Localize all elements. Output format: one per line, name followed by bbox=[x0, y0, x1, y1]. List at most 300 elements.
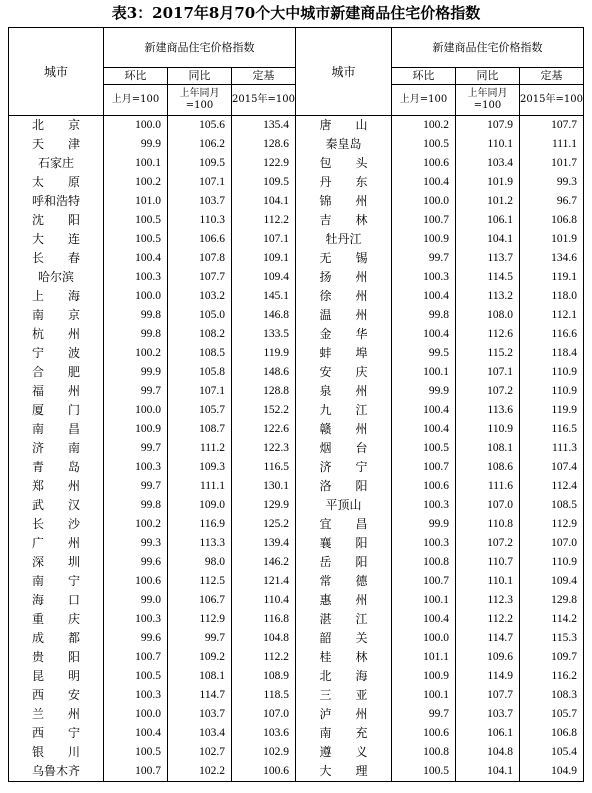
table-row bbox=[9, 610, 584, 629]
left-mom-cell: 100.0 bbox=[104, 705, 168, 724]
right-fixed-cell: 111.1 bbox=[520, 135, 584, 154]
right-mom-cell: 99.7 bbox=[392, 705, 456, 724]
right-fixed-cell: 104.9 bbox=[520, 762, 584, 782]
left-city-cell: 南 昌 bbox=[9, 420, 104, 439]
right-city-cell: 丹 东 bbox=[296, 173, 392, 192]
table-row bbox=[9, 705, 584, 724]
left-city-cell: 大 连 bbox=[9, 230, 104, 249]
left-city-cell: 沈 阳 bbox=[9, 211, 104, 230]
right-fixed-cell: 119.1 bbox=[520, 268, 584, 287]
table-row bbox=[9, 268, 584, 287]
table-row bbox=[9, 325, 584, 344]
group-header-right: 新建商品住宅价格指数 bbox=[392, 28, 584, 68]
left-city-cell: 石家庄 bbox=[9, 154, 104, 173]
right-mom-cell: 99.7 bbox=[392, 249, 456, 268]
left-fixed-cell: 122.6 bbox=[232, 420, 296, 439]
left-fixed-cell: 128.8 bbox=[232, 382, 296, 401]
table-row bbox=[9, 230, 584, 249]
left-yoy-cell: 111.2 bbox=[168, 439, 232, 458]
left-yoy-cell: 112.5 bbox=[168, 572, 232, 591]
right-fixed-cell: 108.3 bbox=[520, 686, 584, 705]
right-fixed-cell: 116.2 bbox=[520, 667, 584, 686]
right-city-cell: 牡丹江 bbox=[296, 230, 392, 249]
right-city-cell: 桂 林 bbox=[296, 648, 392, 667]
left-city-cell: 西 宁 bbox=[9, 724, 104, 743]
right-yoy-cell: 104.8 bbox=[456, 743, 520, 762]
left-yoy-cell: 103.7 bbox=[168, 705, 232, 724]
right-yoy-cell: 106.1 bbox=[456, 211, 520, 230]
left-fixed-cell: 119.9 bbox=[232, 344, 296, 363]
left-mom-cell: 99.9 bbox=[104, 135, 168, 154]
right-mom-cell: 100.1 bbox=[392, 686, 456, 705]
left-yoy-cell: 108.2 bbox=[168, 325, 232, 344]
left-fixed-cell: 109.4 bbox=[232, 268, 296, 287]
right-yoy-cell: 114.9 bbox=[456, 667, 520, 686]
right-fixed-cell: 116.6 bbox=[520, 325, 584, 344]
table-row bbox=[9, 306, 584, 325]
price-index-table-wrapper bbox=[8, 27, 583, 782]
left-yoy-cell: 103.2 bbox=[168, 287, 232, 306]
left-fixed-cell: 128.6 bbox=[232, 135, 296, 154]
right-city-cell: 常 德 bbox=[296, 572, 392, 591]
table-row bbox=[9, 477, 584, 496]
right-fixed-cell: 101.9 bbox=[520, 230, 584, 249]
left-mom-cell: 99.6 bbox=[104, 553, 168, 572]
right-fixed-cell: 101.7 bbox=[520, 154, 584, 173]
table-row bbox=[9, 401, 584, 420]
left-yoy-cell: 108.5 bbox=[168, 344, 232, 363]
right-city-cell: 泉 州 bbox=[296, 382, 392, 401]
right-city-cell: 蚌 埠 bbox=[296, 344, 392, 363]
left-yoy-cell: 99.7 bbox=[168, 629, 232, 648]
table-row bbox=[9, 420, 584, 439]
left-mom-cell: 100.7 bbox=[104, 648, 168, 667]
right-yoy-cell: 113.7 bbox=[456, 249, 520, 268]
right-city-cell: 包 头 bbox=[296, 154, 392, 173]
right-city-cell: 无 锡 bbox=[296, 249, 392, 268]
right-mom-cell: 100.4 bbox=[392, 325, 456, 344]
right-fixed-cell: 110.9 bbox=[520, 553, 584, 572]
left-mom-cell: 99.0 bbox=[104, 591, 168, 610]
left-fixed-cell: 129.9 bbox=[232, 496, 296, 515]
price-index-table bbox=[8, 27, 584, 782]
left-mom-cell: 100.3 bbox=[104, 268, 168, 287]
right-fixed-cell: 114.2 bbox=[520, 610, 584, 629]
right-fixed-cell: 116.5 bbox=[520, 420, 584, 439]
right-city-cell: 平顶山 bbox=[296, 496, 392, 515]
right-mom-cell: 100.1 bbox=[392, 591, 456, 610]
left-mom-cell: 99.8 bbox=[104, 306, 168, 325]
right-city-cell: 南 充 bbox=[296, 724, 392, 743]
left-mom-cell: 100.0 bbox=[104, 116, 168, 136]
right-mom-cell: 100.2 bbox=[392, 116, 456, 136]
right-fixed-cell: 111.3 bbox=[520, 439, 584, 458]
mom-base-left: 上月=100 bbox=[104, 85, 168, 116]
right-mom-cell: 100.4 bbox=[392, 420, 456, 439]
right-city-cell: 九 江 bbox=[296, 401, 392, 420]
right-mom-cell: 100.0 bbox=[392, 192, 456, 211]
right-fixed-cell: 107.4 bbox=[520, 458, 584, 477]
right-yoy-cell: 114.5 bbox=[456, 268, 520, 287]
right-fixed-cell: 105.7 bbox=[520, 705, 584, 724]
right-mom-cell: 100.6 bbox=[392, 477, 456, 496]
left-fixed-cell: 104.1 bbox=[232, 192, 296, 211]
right-yoy-cell: 107.2 bbox=[456, 382, 520, 401]
right-mom-cell: 100.6 bbox=[392, 154, 456, 173]
right-yoy-cell: 110.7 bbox=[456, 553, 520, 572]
left-city-cell: 济 南 bbox=[9, 439, 104, 458]
right-city-cell: 徐 州 bbox=[296, 287, 392, 306]
table-row bbox=[9, 173, 584, 192]
left-city-cell: 成 都 bbox=[9, 629, 104, 648]
table-row bbox=[9, 515, 584, 534]
table-header bbox=[9, 28, 584, 116]
right-fixed-cell: 105.4 bbox=[520, 743, 584, 762]
right-fixed-cell: 99.3 bbox=[520, 173, 584, 192]
left-city-cell: 杭 州 bbox=[9, 325, 104, 344]
right-city-cell: 宜 昌 bbox=[296, 515, 392, 534]
group-header-left: 新建商品住宅价格指数 bbox=[104, 28, 296, 68]
left-city-cell: 银 川 bbox=[9, 743, 104, 762]
left-fixed-cell: 110.4 bbox=[232, 591, 296, 610]
left-city-cell: 贵 阳 bbox=[9, 648, 104, 667]
left-city-cell: 长 春 bbox=[9, 249, 104, 268]
left-city-cell: 郑 州 bbox=[9, 477, 104, 496]
city-header-left: 城市 bbox=[9, 28, 104, 116]
mom-base-right: 上月=100 bbox=[392, 85, 456, 116]
left-city-cell: 厦 门 bbox=[9, 401, 104, 420]
left-yoy-cell: 110.3 bbox=[168, 211, 232, 230]
right-yoy-cell: 104.1 bbox=[456, 762, 520, 782]
right-city-cell: 北 海 bbox=[296, 667, 392, 686]
left-fixed-cell: 109.1 bbox=[232, 249, 296, 268]
left-fixed-cell: 145.1 bbox=[232, 287, 296, 306]
right-yoy-cell: 110.8 bbox=[456, 515, 520, 534]
table-row bbox=[9, 553, 584, 572]
left-mom-cell: 100.2 bbox=[104, 173, 168, 192]
left-fixed-cell: 100.6 bbox=[232, 762, 296, 782]
right-city-cell: 赣 州 bbox=[296, 420, 392, 439]
left-mom-cell: 100.3 bbox=[104, 610, 168, 629]
right-mom-cell: 100.3 bbox=[392, 496, 456, 515]
left-mom-cell: 100.3 bbox=[104, 686, 168, 705]
right-fixed-cell: 106.8 bbox=[520, 211, 584, 230]
right-fixed-cell: 110.9 bbox=[520, 382, 584, 401]
right-fixed-cell: 134.6 bbox=[520, 249, 584, 268]
right-mom-cell: 99.9 bbox=[392, 515, 456, 534]
city-header-right: 城市 bbox=[296, 28, 392, 116]
left-fixed-cell: 103.6 bbox=[232, 724, 296, 743]
left-yoy-cell: 105.8 bbox=[168, 363, 232, 382]
left-mom-cell: 99.6 bbox=[104, 629, 168, 648]
left-fixed-cell: 152.2 bbox=[232, 401, 296, 420]
left-city-cell: 重 庆 bbox=[9, 610, 104, 629]
left-yoy-cell: 114.7 bbox=[168, 686, 232, 705]
table-row bbox=[9, 743, 584, 762]
fixed-header-left: 定基 bbox=[232, 68, 296, 85]
left-city-cell: 上 海 bbox=[9, 287, 104, 306]
left-city-cell: 哈尔滨 bbox=[9, 268, 104, 287]
right-city-cell: 岳 阳 bbox=[296, 553, 392, 572]
page-title: 表3：2017年8月70个大中城市新建商品住宅价格指数 bbox=[111, 4, 481, 22]
left-fixed-cell: 116.8 bbox=[232, 610, 296, 629]
left-fixed-cell: 116.5 bbox=[232, 458, 296, 477]
right-yoy-cell: 112.3 bbox=[456, 591, 520, 610]
left-city-cell: 太 原 bbox=[9, 173, 104, 192]
table-row bbox=[9, 667, 584, 686]
right-mom-cell: 100.8 bbox=[392, 743, 456, 762]
left-city-cell: 西 安 bbox=[9, 686, 104, 705]
left-fixed-cell: 109.5 bbox=[232, 173, 296, 192]
left-yoy-cell: 103.4 bbox=[168, 724, 232, 743]
right-yoy-cell: 107.7 bbox=[456, 686, 520, 705]
right-mom-cell: 100.7 bbox=[392, 211, 456, 230]
yoy-base-left: 上年同月=100 bbox=[168, 85, 232, 116]
left-yoy-cell: 106.2 bbox=[168, 135, 232, 154]
right-city-cell: 秦皇岛 bbox=[296, 135, 392, 154]
right-fixed-cell: 115.3 bbox=[520, 629, 584, 648]
right-mom-cell: 100.4 bbox=[392, 173, 456, 192]
left-mom-cell: 100.6 bbox=[104, 572, 168, 591]
right-yoy-cell: 107.9 bbox=[456, 116, 520, 136]
table-row bbox=[9, 648, 584, 667]
left-fixed-cell: 104.8 bbox=[232, 629, 296, 648]
table-row bbox=[9, 363, 584, 382]
left-mom-cell: 100.4 bbox=[104, 724, 168, 743]
right-yoy-cell: 107.2 bbox=[456, 534, 520, 553]
left-yoy-cell: 102.2 bbox=[168, 762, 232, 782]
left-fixed-cell: 102.9 bbox=[232, 743, 296, 762]
right-yoy-cell: 110.1 bbox=[456, 572, 520, 591]
right-city-cell: 安 庆 bbox=[296, 363, 392, 382]
right-mom-cell: 100.3 bbox=[392, 268, 456, 287]
table-row bbox=[9, 249, 584, 268]
left-fixed-cell: 146.2 bbox=[232, 553, 296, 572]
left-yoy-cell: 108.1 bbox=[168, 667, 232, 686]
left-fixed-cell: 121.4 bbox=[232, 572, 296, 591]
left-city-cell: 天 津 bbox=[9, 135, 104, 154]
right-mom-cell: 100.3 bbox=[392, 534, 456, 553]
right-yoy-cell: 112.6 bbox=[456, 325, 520, 344]
right-fixed-cell: 112.1 bbox=[520, 306, 584, 325]
left-yoy-cell: 111.1 bbox=[168, 477, 232, 496]
right-city-cell: 吉 林 bbox=[296, 211, 392, 230]
right-yoy-cell: 108.0 bbox=[456, 306, 520, 325]
right-city-cell: 金 华 bbox=[296, 325, 392, 344]
right-yoy-cell: 103.4 bbox=[456, 154, 520, 173]
left-yoy-cell: 113.3 bbox=[168, 534, 232, 553]
left-fixed-cell: 148.6 bbox=[232, 363, 296, 382]
left-yoy-cell: 108.7 bbox=[168, 420, 232, 439]
left-mom-cell: 99.8 bbox=[104, 496, 168, 515]
right-yoy-cell: 101.9 bbox=[456, 173, 520, 192]
right-fixed-cell: 129.8 bbox=[520, 591, 584, 610]
right-yoy-cell: 113.2 bbox=[456, 287, 520, 306]
left-fixed-cell: 118.5 bbox=[232, 686, 296, 705]
left-fixed-cell: 139.4 bbox=[232, 534, 296, 553]
left-yoy-cell: 98.0 bbox=[168, 553, 232, 572]
table-row bbox=[9, 135, 584, 154]
right-city-cell: 泸 州 bbox=[296, 705, 392, 724]
right-city-cell: 三 亚 bbox=[296, 686, 392, 705]
right-mom-cell: 100.5 bbox=[392, 762, 456, 782]
left-city-cell: 青 岛 bbox=[9, 458, 104, 477]
left-yoy-cell: 107.7 bbox=[168, 268, 232, 287]
right-city-cell: 唐 山 bbox=[296, 116, 392, 136]
right-city-cell: 韶 关 bbox=[296, 629, 392, 648]
right-fixed-cell: 119.9 bbox=[520, 401, 584, 420]
left-yoy-cell: 103.7 bbox=[168, 192, 232, 211]
left-city-cell: 深 圳 bbox=[9, 553, 104, 572]
left-yoy-cell: 105.7 bbox=[168, 401, 232, 420]
right-city-cell: 大 理 bbox=[296, 762, 392, 782]
table-row bbox=[9, 591, 584, 610]
left-mom-cell: 100.3 bbox=[104, 458, 168, 477]
left-mom-cell: 100.5 bbox=[104, 230, 168, 249]
right-yoy-cell: 115.2 bbox=[456, 344, 520, 363]
left-city-cell: 合 肥 bbox=[9, 363, 104, 382]
right-fixed-cell: 109.7 bbox=[520, 648, 584, 667]
right-fixed-cell: 118.0 bbox=[520, 287, 584, 306]
right-city-cell: 烟 台 bbox=[296, 439, 392, 458]
right-yoy-cell: 101.2 bbox=[456, 192, 520, 211]
right-mom-cell: 100.5 bbox=[392, 135, 456, 154]
left-city-cell: 昆 明 bbox=[9, 667, 104, 686]
left-mom-cell: 99.9 bbox=[104, 363, 168, 382]
right-city-cell: 锦 州 bbox=[296, 192, 392, 211]
right-city-cell: 温 州 bbox=[296, 306, 392, 325]
right-fixed-cell: 96.7 bbox=[520, 192, 584, 211]
right-city-cell: 济 宁 bbox=[296, 458, 392, 477]
table-row bbox=[9, 116, 584, 136]
left-yoy-cell: 107.8 bbox=[168, 249, 232, 268]
mom-header-left: 环比 bbox=[104, 68, 168, 85]
right-mom-cell: 100.6 bbox=[392, 724, 456, 743]
left-fixed-cell: 107.0 bbox=[232, 705, 296, 724]
right-yoy-cell: 106.1 bbox=[456, 724, 520, 743]
left-city-cell: 呼和浩特 bbox=[9, 192, 104, 211]
table-row bbox=[9, 211, 584, 230]
left-fixed-cell: 112.2 bbox=[232, 211, 296, 230]
left-mom-cell: 101.0 bbox=[104, 192, 168, 211]
right-mom-cell: 100.9 bbox=[392, 230, 456, 249]
right-yoy-cell: 110.9 bbox=[456, 420, 520, 439]
fixed-base-left: 2015年=100 bbox=[232, 85, 296, 116]
left-fixed-cell: 108.9 bbox=[232, 667, 296, 686]
table-row bbox=[9, 534, 584, 553]
right-mom-cell: 99.8 bbox=[392, 306, 456, 325]
table-row bbox=[9, 458, 584, 477]
mom-header-right: 环比 bbox=[392, 68, 456, 85]
left-fixed-cell: 146.8 bbox=[232, 306, 296, 325]
right-yoy-cell: 110.1 bbox=[456, 135, 520, 154]
left-city-cell: 南 宁 bbox=[9, 572, 104, 591]
left-fixed-cell: 122.3 bbox=[232, 439, 296, 458]
right-yoy-cell: 104.1 bbox=[456, 230, 520, 249]
table-row bbox=[9, 382, 584, 401]
left-fixed-cell: 122.9 bbox=[232, 154, 296, 173]
left-yoy-cell: 116.9 bbox=[168, 515, 232, 534]
right-mom-cell: 101.1 bbox=[392, 648, 456, 667]
fixed-base-right: 2015年=100 bbox=[520, 85, 584, 116]
right-yoy-cell: 108.1 bbox=[456, 439, 520, 458]
left-fixed-cell: 112.2 bbox=[232, 648, 296, 667]
left-fixed-cell: 125.2 bbox=[232, 515, 296, 534]
right-yoy-cell: 107.1 bbox=[456, 363, 520, 382]
right-mom-cell: 100.4 bbox=[392, 287, 456, 306]
left-fixed-cell: 107.1 bbox=[232, 230, 296, 249]
right-mom-cell: 100.7 bbox=[392, 572, 456, 591]
left-mom-cell: 100.5 bbox=[104, 743, 168, 762]
table-row bbox=[9, 762, 584, 782]
right-city-cell: 襄 阳 bbox=[296, 534, 392, 553]
left-mom-cell: 99.8 bbox=[104, 325, 168, 344]
right-yoy-cell: 107.0 bbox=[456, 496, 520, 515]
table-row bbox=[9, 439, 584, 458]
left-mom-cell: 100.5 bbox=[104, 667, 168, 686]
right-fixed-cell: 108.5 bbox=[520, 496, 584, 515]
table-row bbox=[9, 572, 584, 591]
right-city-cell: 扬 州 bbox=[296, 268, 392, 287]
right-mom-cell: 100.4 bbox=[392, 610, 456, 629]
right-fixed-cell: 106.8 bbox=[520, 724, 584, 743]
left-mom-cell: 100.7 bbox=[104, 762, 168, 782]
left-city-cell: 宁 波 bbox=[9, 344, 104, 363]
right-mom-cell: 100.5 bbox=[392, 439, 456, 458]
left-yoy-cell: 109.0 bbox=[168, 496, 232, 515]
left-yoy-cell: 106.7 bbox=[168, 591, 232, 610]
right-mom-cell: 100.9 bbox=[392, 667, 456, 686]
left-mom-cell: 99.3 bbox=[104, 534, 168, 553]
left-mom-cell: 100.9 bbox=[104, 420, 168, 439]
left-mom-cell: 100.0 bbox=[104, 401, 168, 420]
left-mom-cell: 99.7 bbox=[104, 439, 168, 458]
right-yoy-cell: 103.7 bbox=[456, 705, 520, 724]
right-yoy-cell: 114.7 bbox=[456, 629, 520, 648]
left-yoy-cell: 109.2 bbox=[168, 648, 232, 667]
table-row bbox=[9, 154, 584, 173]
left-city-cell: 广 州 bbox=[9, 534, 104, 553]
right-city-cell: 湛 江 bbox=[296, 610, 392, 629]
left-yoy-cell: 105.6 bbox=[168, 116, 232, 136]
left-yoy-cell: 106.6 bbox=[168, 230, 232, 249]
yoy-header-left: 同比 bbox=[168, 68, 232, 85]
left-city-cell: 海 口 bbox=[9, 591, 104, 610]
right-fixed-cell: 107.0 bbox=[520, 534, 584, 553]
left-mom-cell: 100.2 bbox=[104, 515, 168, 534]
right-fixed-cell: 110.9 bbox=[520, 363, 584, 382]
left-mom-cell: 100.4 bbox=[104, 249, 168, 268]
right-city-cell: 洛 阳 bbox=[296, 477, 392, 496]
right-city-cell: 遵 义 bbox=[296, 743, 392, 762]
right-mom-cell: 99.5 bbox=[392, 344, 456, 363]
table-row bbox=[9, 192, 584, 211]
left-city-cell: 福 州 bbox=[9, 382, 104, 401]
left-yoy-cell: 107.1 bbox=[168, 382, 232, 401]
left-city-cell: 长 沙 bbox=[9, 515, 104, 534]
yoy-base-right: 上年同月=100 bbox=[456, 85, 520, 116]
right-mom-cell: 99.9 bbox=[392, 382, 456, 401]
table-row bbox=[9, 344, 584, 363]
left-yoy-cell: 109.5 bbox=[168, 154, 232, 173]
right-yoy-cell: 109.6 bbox=[456, 648, 520, 667]
table-row bbox=[9, 686, 584, 705]
table-row bbox=[9, 724, 584, 743]
table-row bbox=[9, 287, 584, 306]
left-yoy-cell: 105.0 bbox=[168, 306, 232, 325]
right-mom-cell: 100.1 bbox=[392, 363, 456, 382]
right-fixed-cell: 107.7 bbox=[520, 116, 584, 136]
